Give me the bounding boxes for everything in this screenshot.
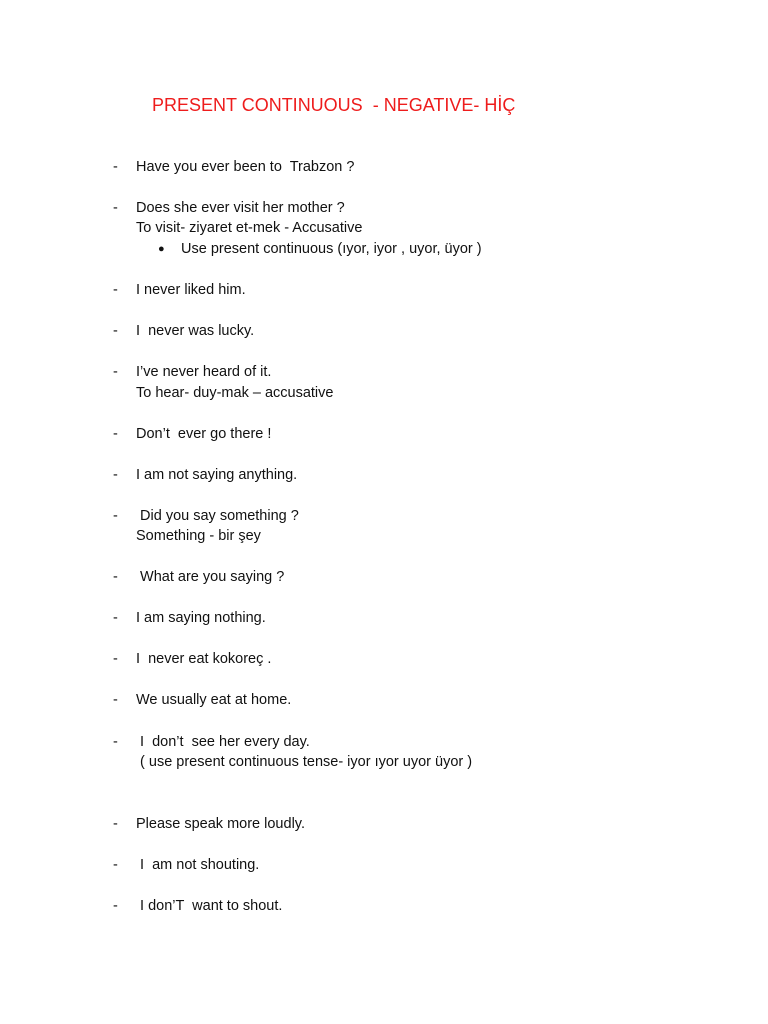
list-dash: - [113,282,118,298]
list-item: I never eat kokoreç . [136,651,272,667]
list-dash: - [113,569,118,585]
list-item: I never liked him. [136,282,246,298]
list-item-note: ( use present continuous tense- iyor ıyor uyor üyor ) [136,754,473,770]
list-dash: - [113,651,118,667]
list-item: I’ve never heard of it. [136,364,272,380]
list-item: Did you say something ? [136,508,299,524]
list-dash: - [113,200,118,216]
list-item: I never was lucky. [136,323,255,339]
list-item: Please speak more loudly. [136,816,305,832]
list-item: Does she ever visit her mother ? [136,200,345,216]
list-item: Don’t ever go there ! [136,426,272,442]
bullet-item: Use present continuous (ıyor, iyor , uyor, üyor ) [181,241,482,257]
list-dash: - [113,364,118,380]
list-item: I am not shouting. [136,857,260,873]
list-dash: - [113,692,118,708]
list-item: We usually eat at home. [136,692,292,708]
list-item-note: Something - bir şey [136,528,261,544]
list-dash: - [113,816,118,832]
list-dash: - [113,426,118,442]
list-dash: - [113,467,118,483]
list-dash: - [113,159,118,175]
list-dash: - [113,857,118,873]
list-dash: - [113,898,118,914]
list-item: I don’t see her every day. [136,734,310,750]
list-item-note: To visit- ziyaret et-mek - Accusative [136,220,363,236]
list-dash: - [113,734,118,750]
list-item: I am saying nothing. [136,610,266,626]
list-item: What are you saying ? [136,569,285,585]
list-item-note: To hear- duy-mak – accusative [136,385,334,401]
list-dash: - [113,508,118,524]
list-item: Have you ever been to Trabzon ? [136,159,355,175]
list-dash: - [113,610,118,626]
bullet-dot-icon: ● [158,243,165,255]
page-title: PRESENT CONTINUOUS - NEGATIVE- HİÇ [152,95,516,115]
list-item: I don’T want to shout. [136,898,283,914]
list-item: I am not saying anything. [136,467,298,483]
list-dash: - [113,323,118,339]
